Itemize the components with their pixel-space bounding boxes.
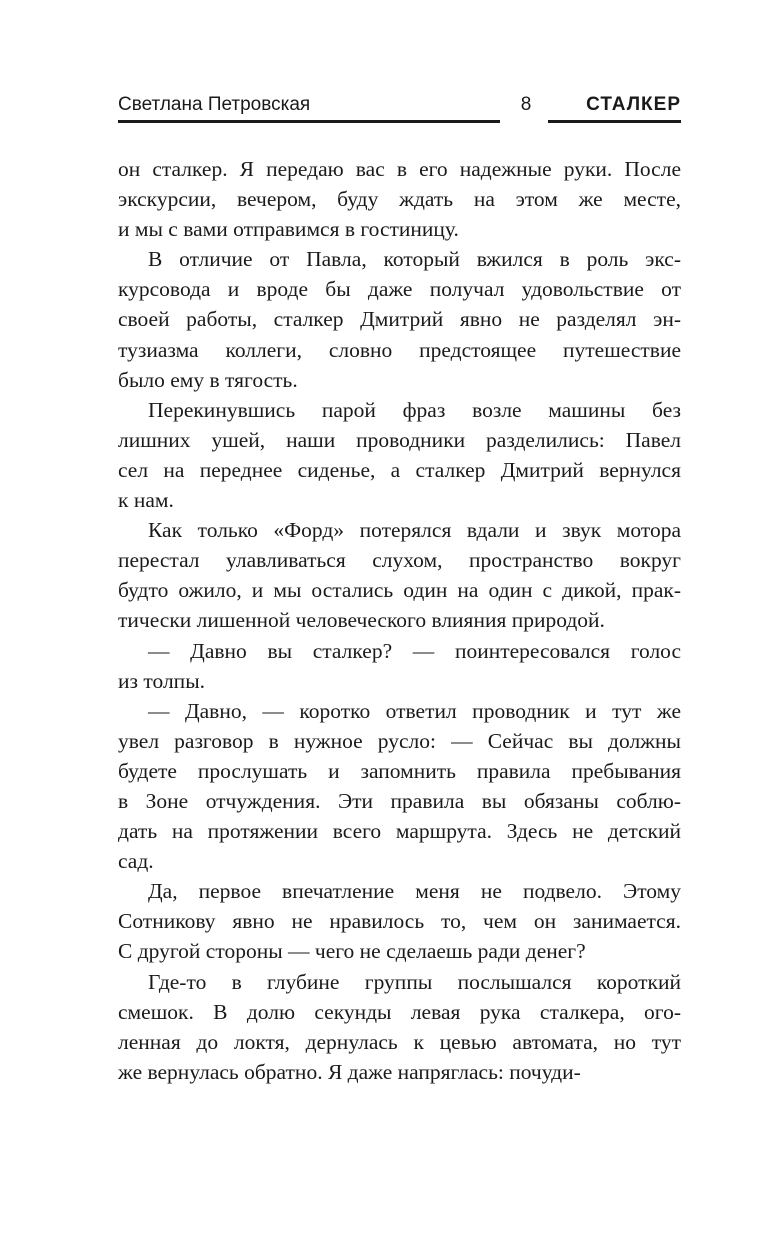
header-series-title: СТАЛКЕР: [586, 94, 681, 115]
text-line: же вернулась обратно. Я даже напряглась: почуди-: [118, 1059, 581, 1084]
text-line: своей работы, сталкер Дмитрий явно не разделял эн-: [118, 307, 681, 332]
text-line: тически лишенной человеческого влияния природой.: [118, 608, 605, 633]
text-line: ленная до локтя, дернулась к цевью автомата, но тут: [118, 1029, 681, 1054]
text-line: В отличие от Павла, который вжился в роль экс-: [148, 247, 681, 272]
paragraph: [118, 244, 681, 394]
text-line: сел на переднее сиденье, а сталкер Дмитрий вернулся: [118, 457, 681, 482]
paragraph: [118, 696, 681, 877]
text-line: — Давно вы сталкер? — поинтересовался голос: [148, 638, 681, 663]
text-line: лишних ушей, наши проводники разделились: Павел: [118, 427, 681, 452]
text-line: Да, первое впечатление меня не подвело. Этому: [148, 879, 681, 904]
text-line: сад.: [118, 849, 154, 874]
text-line: Как только «Форд» потерялся вдали и звук мотора: [148, 518, 681, 543]
paragraph: [118, 154, 681, 244]
text-line: и мы с вами отправимся в гостиницу.: [118, 217, 459, 242]
paragraph: [118, 395, 681, 515]
text-line: Перекинувшись парой фраз возле машины без: [148, 397, 681, 422]
text-line: он сталкер. Я передаю вас в его надежные руки. После: [118, 157, 681, 181]
paragraph: [118, 967, 681, 1087]
text-line: к нам.: [118, 488, 174, 513]
paragraph: [118, 515, 681, 635]
running-header: [118, 93, 681, 123]
text-line: Где-то в глубине группы послышался короткий: [148, 969, 681, 994]
body-text: [118, 154, 681, 1087]
text-line: — Давно, — коротко ответил проводник и тут же: [148, 698, 681, 723]
text-line: экскурсии, вечером, буду ждать на этом же месте,: [118, 187, 681, 212]
paragraph: [118, 876, 681, 966]
text-line: из толпы.: [118, 668, 206, 693]
paragraph: [118, 636, 681, 696]
text-line: было ему в тягость.: [118, 367, 298, 392]
text-line: смешок. В долю секунды левая рука сталкера, ого-: [118, 999, 681, 1024]
text-line: Сотникову явно не нравилось то, чем он занимается.: [118, 909, 681, 934]
text-line: дать на протяжении всего маршрута. Здесь не детский: [118, 819, 681, 844]
text-line: С другой стороны — чего не сделаешь ради денег?: [118, 939, 586, 964]
page-number: 8: [520, 94, 532, 115]
text-line: перестал улавливаться слухом, пространство вокруг: [118, 548, 681, 573]
text-line: в Зоне отчуждения. Эти правила вы обязаны соблю-: [118, 788, 681, 813]
text-line: тузиазма коллеги, словно предстоящее путешествие: [118, 337, 681, 362]
text-line: увел разговор в нужное русло: — Сейчас вы должны: [118, 728, 681, 753]
text-line: курсовода и вроде бы даже получал удовольствие от: [118, 277, 681, 302]
header-rule-right: [548, 120, 681, 123]
header-rule-left: [118, 120, 500, 123]
text-line: будто ожило, и мы остались один на один с дикой, прак-: [118, 578, 681, 603]
header-author: Светлана Петровская: [118, 94, 311, 115]
text-line: будете прослушать и запомнить правила пребывания: [118, 758, 681, 783]
